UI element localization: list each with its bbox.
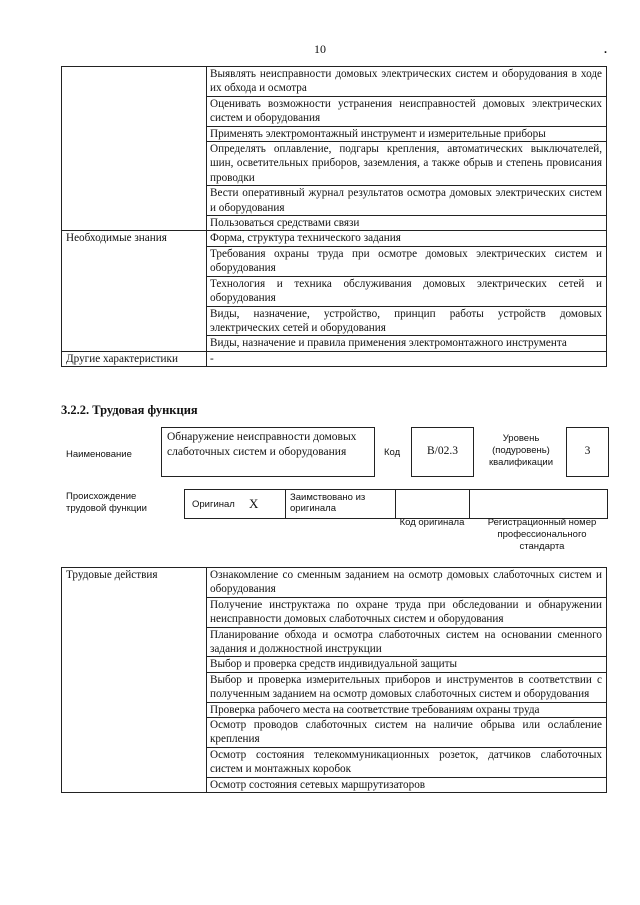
- action-cell: Осмотр состояния сетевых маршрутизаторов: [207, 777, 607, 792]
- borrowed-cell: [285, 489, 396, 519]
- action-cell: Выбор и проверка средств индивидуальной защиты: [207, 657, 607, 672]
- other-value: -: [207, 351, 607, 366]
- reg-number-caption: Регистрационный номер профессионального стандарта: [487, 517, 597, 552]
- level-value: 3: [584, 445, 591, 457]
- action-cell: Проверка рабочего места на соответствие требованиям охраны труда: [207, 702, 607, 717]
- function-name: Обнаружение неисправности домовых слаботочных систем и оборудования: [167, 431, 357, 458]
- page-dot: .: [604, 42, 607, 56]
- skill-cell: Выявлять неисправности домовых электрических систем и оборудования в ходе их обхода и осмотра: [207, 67, 607, 97]
- skill-cell: Вести оперативный журнал результатов осмотра домовых электрических систем и оборудования: [207, 186, 607, 216]
- origin-label: Происхождение трудовой функции: [66, 491, 147, 514]
- skill-cell: Оценивать возможности устранения неисправностей домовых электрических систем и оборудования: [207, 96, 607, 126]
- knowledge-cell: Требования охраны труда при осмотре домовых электрических систем и оборудования: [207, 246, 607, 276]
- name-label: Наименование: [66, 449, 132, 460]
- borrowed-label: Заимствовано из оригинала: [290, 492, 366, 514]
- action-cell: Осмотр проводов слаботочных систем на наличие обрыва или ослабление крепления: [207, 718, 607, 748]
- code-label: Код: [384, 447, 401, 458]
- action-cell: Планирование обхода и осмотра слаботочных систем на основании сменного задания и должностной инструкции: [207, 627, 607, 657]
- level-box: [566, 427, 609, 477]
- action-cell: Получение инструктажа по охране труда при обследовании и обнаружении неисправности домовых слаботочных систем и оборудования: [207, 597, 607, 627]
- skills-label-cell: [62, 67, 207, 231]
- knowledge-cell: Форма, структура технического задания: [207, 231, 607, 246]
- skills-knowledge-table: [61, 66, 607, 367]
- work-actions-table: [61, 567, 607, 793]
- table-row: [62, 568, 607, 598]
- code-box: [411, 427, 474, 477]
- table-row: [62, 67, 607, 97]
- skill-cell: Определять оплавление, подгары крепления, автоматических выключателей, шин, осветительных приборов, заземления, а также обрыв и степень провисания проводки: [207, 142, 607, 186]
- level-label: Уровень (подуровень) квалификации: [488, 433, 554, 468]
- action-cell: Ознакомление со сменным заданием на осмотр домовых слаботочных систем и оборудования: [207, 568, 607, 598]
- table-row: [62, 231, 607, 246]
- skill-cell: Пользоваться средствами связи: [207, 216, 607, 231]
- skill-cell: Применять электромонтажный инструмент и измерительные приборы: [207, 126, 607, 141]
- original-mark: X: [249, 496, 259, 511]
- action-cell: Выбор и проверка измерительных приборов и инструментов в соответствии с полученным заданием на осмотр домовых слаботочных систем и оборудования: [207, 672, 607, 702]
- knowledge-cell: Виды, назначение и правила применения электромонтажного инструмента: [207, 336, 607, 351]
- section-title: 3.2.2. Трудовая функция: [61, 403, 198, 417]
- origin-row: [184, 489, 608, 519]
- original-label: Оригинал: [192, 499, 235, 510]
- name-box: [161, 427, 375, 477]
- action-cell: Осмотр состояния телекоммуникационных розеток, датчиков слаботочных систем и монтажных коробок: [207, 747, 607, 777]
- page-number: 10: [314, 42, 326, 56]
- knowledge-cell: Технология и техника обслуживания домовых электрических сетей и оборудования: [207, 276, 607, 306]
- actions-label: Трудовые действия: [62, 568, 207, 793]
- table-row: [62, 351, 607, 366]
- other-label: Другие характеристики: [62, 351, 207, 366]
- knowledge-cell: Виды, назначение, устройство, принцип работы устройств домовых электрических сетей и оборудования: [207, 306, 607, 336]
- code-value: B/02.3: [427, 445, 458, 457]
- code-original-caption: Код оригинала: [399, 517, 465, 528]
- code-original-cell: [395, 489, 470, 519]
- knowledge-label: Необходимые знания: [62, 231, 207, 351]
